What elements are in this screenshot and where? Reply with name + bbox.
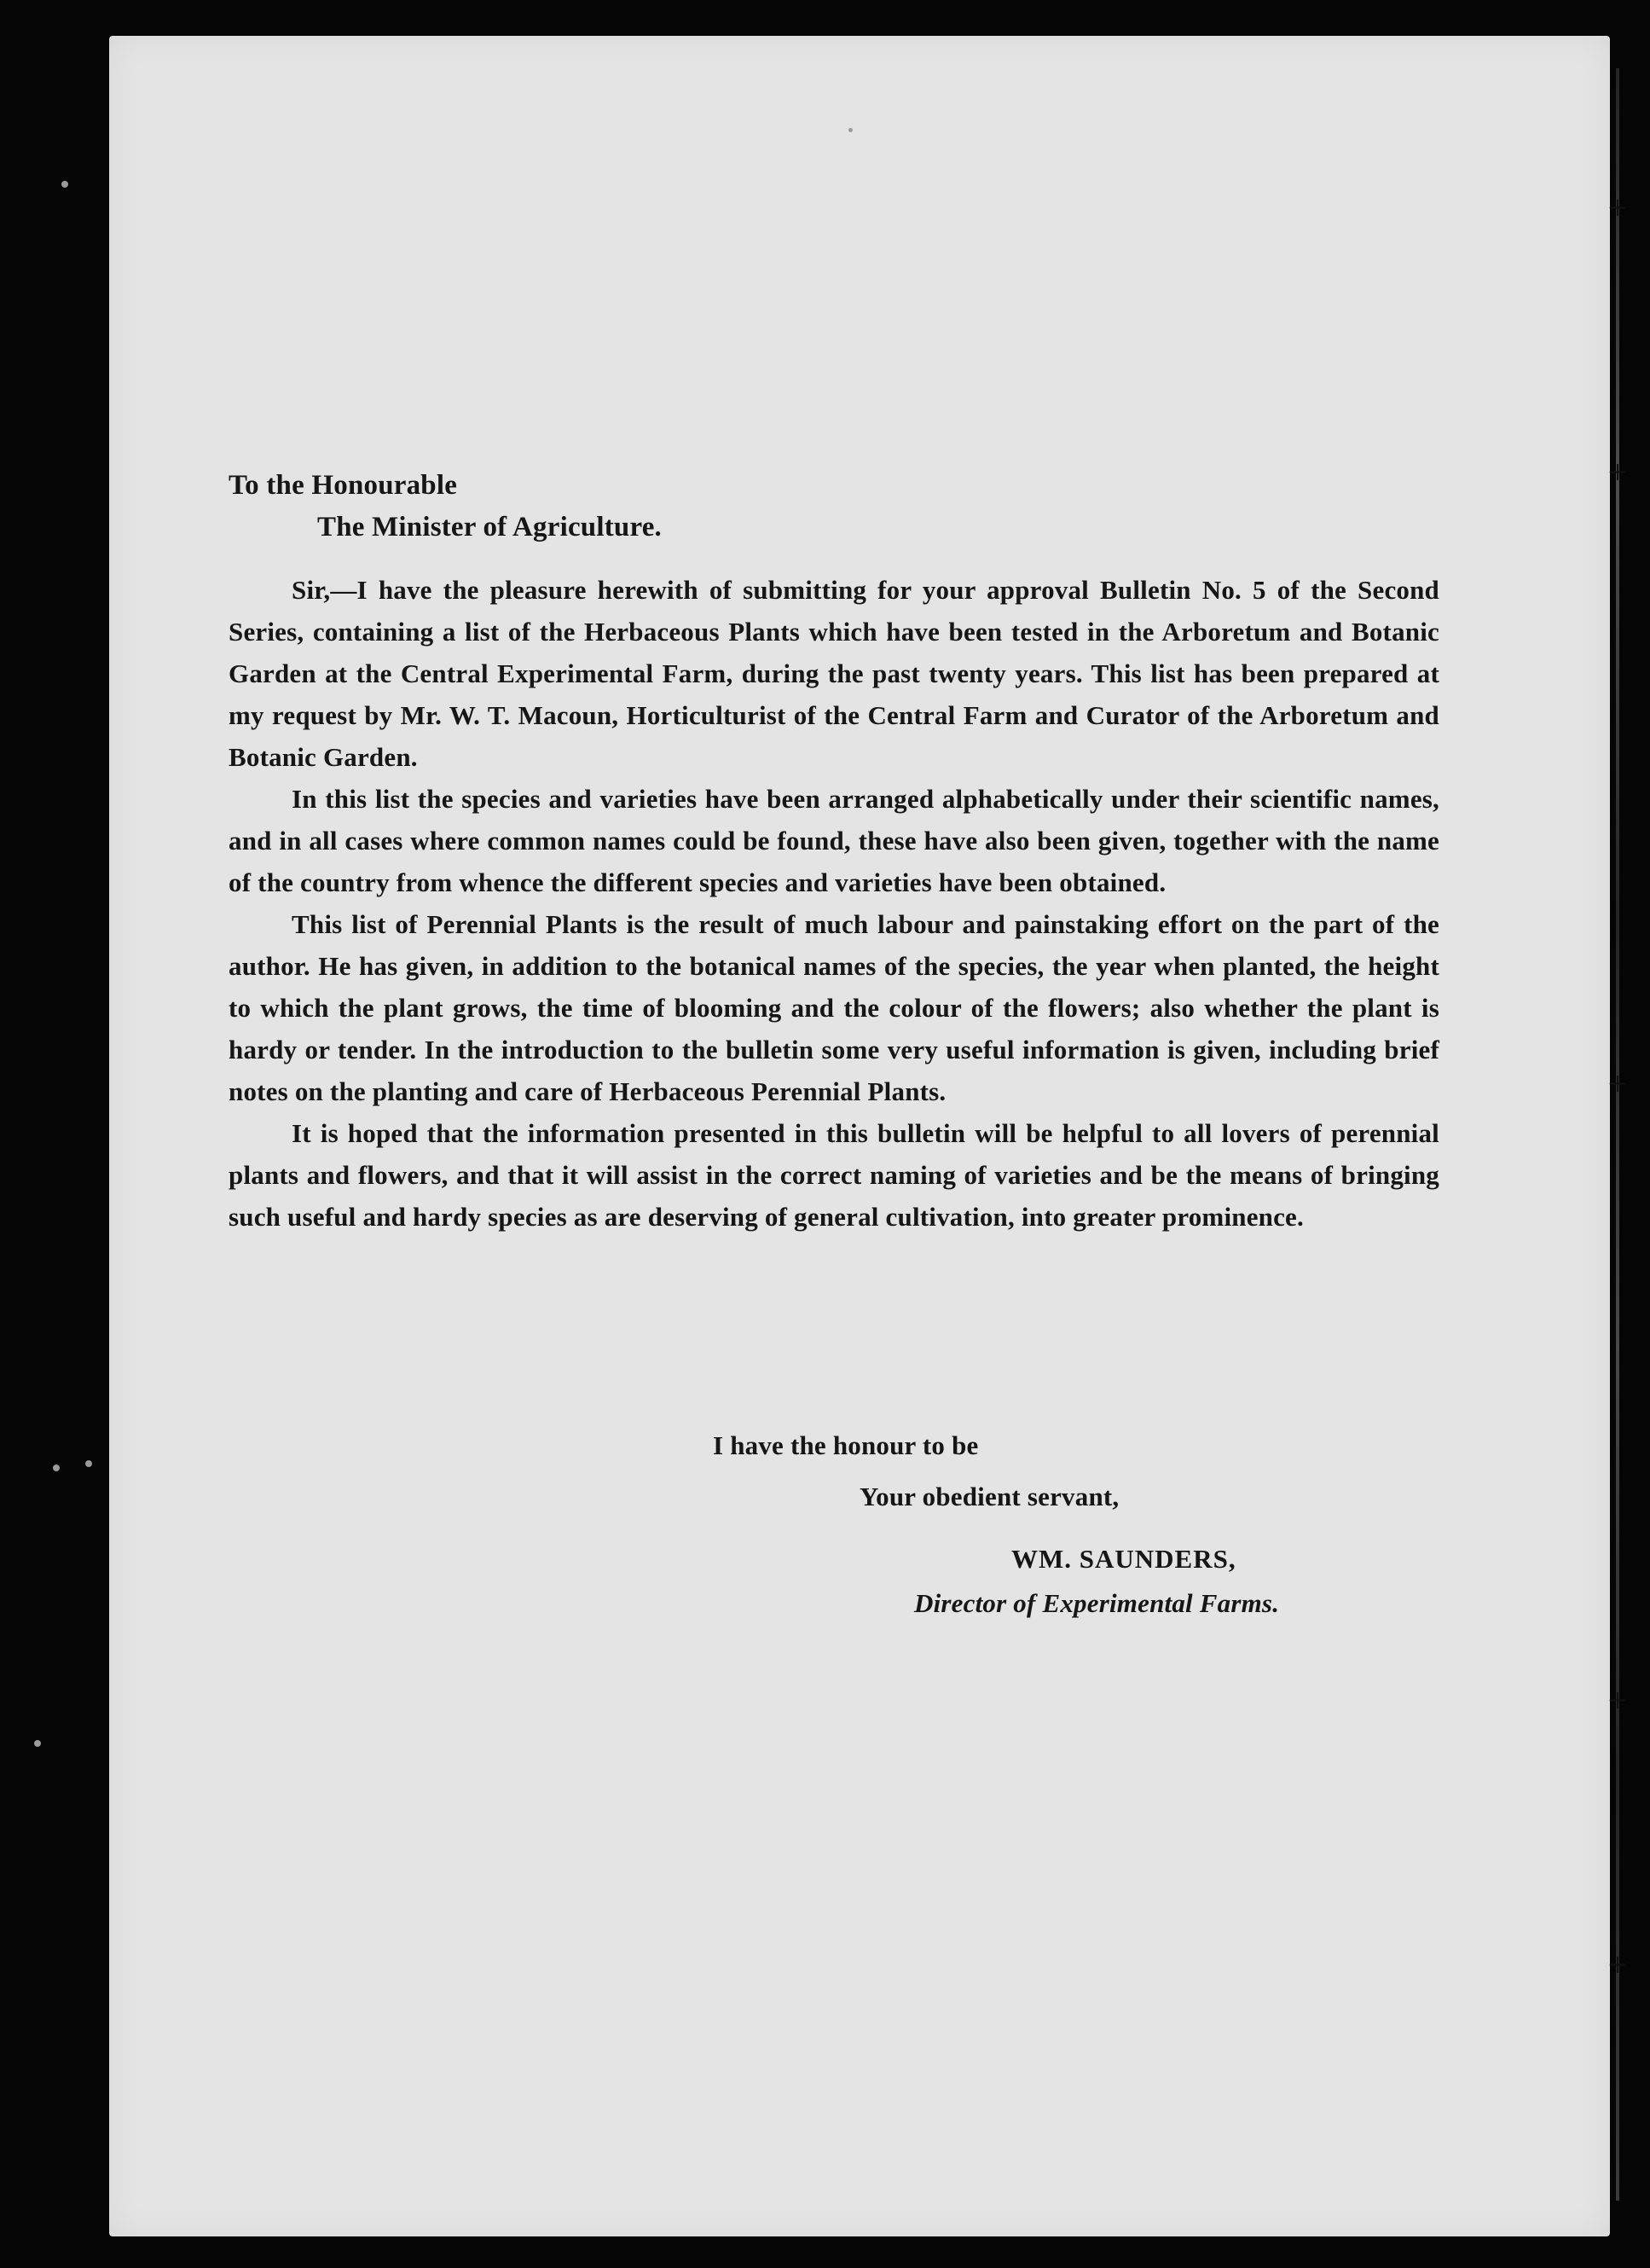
binding-mark-icon: +	[1607, 189, 1628, 227]
signer-title: Director of Experimental Farms.	[914, 1588, 1280, 1618]
paragraph-4: It is hoped that the information presented in this bulletin will be helpful to all lovers of perennial plants and flowers, and that it will assist in the correct naming of varieties and be the means of bringing such useful and hardy species as are deserving of general cultivation, into greater prominence.	[229, 1118, 1439, 1232]
closing-line-2: Your obedient servant,	[860, 1482, 1120, 1511]
binding-mark-icon: +	[1607, 1064, 1628, 1103]
letter-body	[229, 465, 1439, 1618]
signer-name: WM. SAUNDERS,	[1011, 1544, 1236, 1574]
binding-mark-icon: +	[1607, 1946, 1628, 1984]
scan-speck	[53, 1465, 60, 1471]
paragraph-2: In this list the species and varieties have been arranged alphabetically under their scientific names, and in all cases where common names could be found, these have also been given, together with the name of the country from whence the different species and varieties have been obtained.	[229, 784, 1439, 897]
paragraph-1: Sir,—I have the pleasure herewith of submitting for your approval Bulletin No. 5 of the Second Series, containing a list of the Herbaceous Plants which have been tested in the Arboretum and Botanic Garden at the Central Experimental Farm, during the past twenty years. This list has been prepared at my request by Mr. W. T. Macoun, Horticulturist of the Central Farm and Curator of the Arboretum and Botanic Garden.	[229, 575, 1439, 772]
scan-speck	[61, 181, 68, 188]
binding-edge	[1616, 68, 1619, 2201]
scan-speck	[34, 1740, 41, 1747]
binding-mark-icon: +	[1607, 453, 1628, 491]
scan-speck	[85, 1460, 92, 1467]
binding-mark-icon: +	[1607, 1681, 1628, 1720]
paragraph-3: This list of Perennial Plants is the result of much labour and painstaking effort on the part of the author. He has given, in addition to the botanical names of the species, the year when planted, the height to which the plant grows, the time of blooming and the colour of the flowers; also whether the plant is hardy or tender. In the introduction to the bulletin some very useful information is given, including brief notes on the planting and care of Herbaceous Perennial Plants.	[229, 909, 1439, 1106]
closing-line-1: I have the honour to be	[713, 1430, 979, 1460]
addressee-line-1: To the Honourable	[229, 470, 458, 501]
addressee-line-2: The Minister of Agriculture.	[317, 512, 663, 542]
scan-speck	[848, 128, 853, 132]
